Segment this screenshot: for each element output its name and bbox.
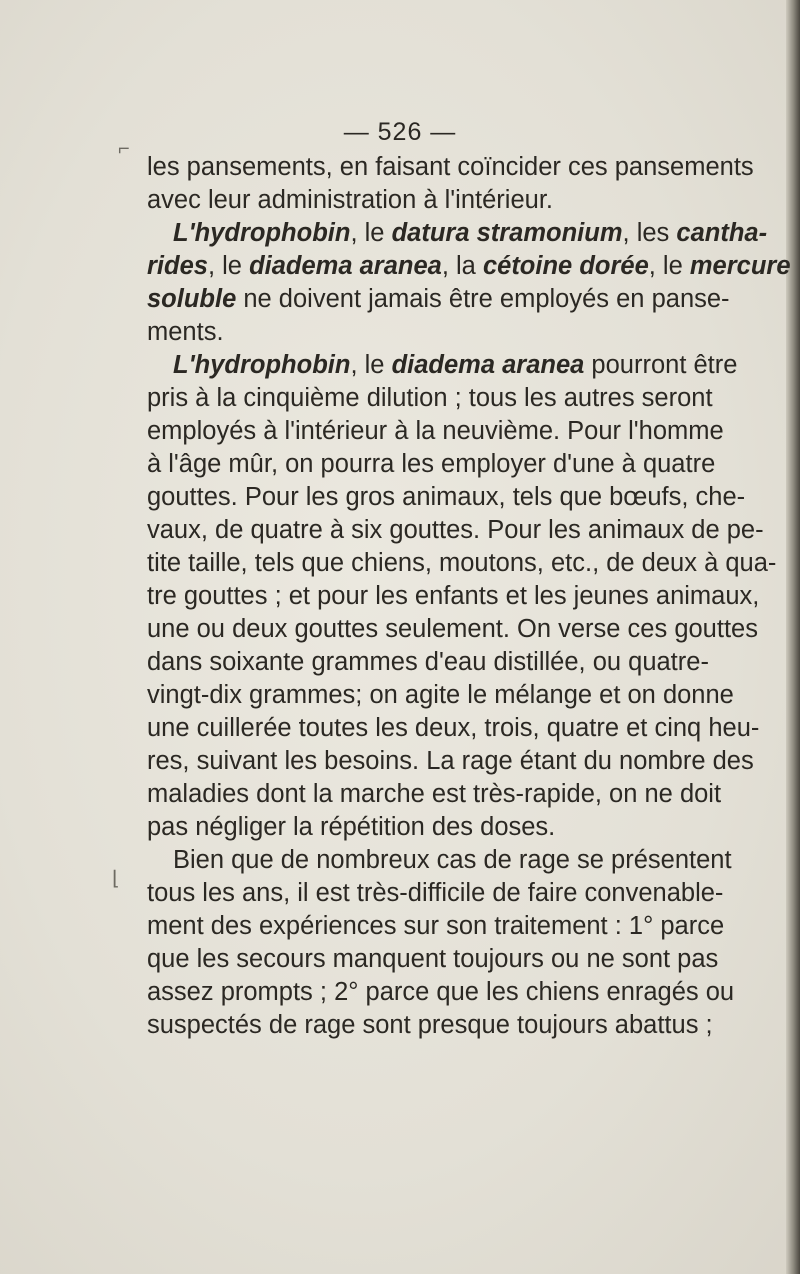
text-line	[147, 151, 754, 184]
text-segment: maladies dont la marche est très-rapide, on ne doit	[147, 780, 722, 808]
margin-mark: ⌊	[112, 868, 120, 890]
text-segment: une cuillerée toutes les deux, trois, quatre et cinq heu-	[147, 714, 760, 742]
italic-term: datura stramonium	[391, 219, 623, 247]
text-segment: pas négliger la répétition des doses.	[147, 813, 556, 841]
text-line	[147, 910, 725, 943]
page-binding-shadow	[786, 0, 800, 1274]
italic-term: rides	[147, 252, 208, 280]
italic-term: L'	[173, 351, 195, 379]
text-line	[147, 613, 758, 646]
page-number: — 526 —	[343, 118, 457, 146]
text-line	[147, 481, 746, 514]
text-segment: employés à l'intérieur à la neuvième. Pour l'homme	[147, 417, 724, 445]
text-segment: avec leur administration à l'intérieur.	[147, 186, 553, 214]
text-line	[147, 580, 760, 613]
text-line	[147, 844, 732, 877]
text-segment: , le	[648, 252, 690, 280]
text-segment: Bien que de nombreux cas de rage se présentent	[173, 846, 732, 874]
text-segment: assez prompts ; 2° parce que les chiens enragés ou	[147, 978, 735, 1006]
text-segment: vaux, de quatre à six gouttes. Pour les animaux de pe-	[147, 516, 764, 544]
text-line	[147, 382, 713, 415]
text-segment: , les	[622, 219, 677, 247]
text-line	[147, 283, 730, 316]
text-segment: tite taille, tels que chiens, moutons, etc., de deux à qua-	[147, 549, 777, 577]
italic-term: L'	[173, 219, 195, 247]
text-segment: , le	[350, 351, 392, 379]
italic-term: diadema aranea	[249, 252, 442, 280]
text-line	[147, 514, 764, 547]
italic-term: hydrophobin	[194, 351, 351, 379]
body-text	[147, 151, 791, 1042]
text-segment: tre gouttes ; et pour les enfants et les jeunes animaux,	[147, 582, 760, 610]
text-segment: une ou deux gouttes seulement. On verse ces gouttes	[147, 615, 758, 643]
text-line	[147, 778, 722, 811]
text-line	[147, 943, 719, 976]
text-line	[147, 250, 791, 283]
text-line	[147, 745, 754, 778]
text-segment: tous les ans, il est très-difficile de faire convenable-	[147, 879, 724, 907]
text-segment: que les secours manquent toujours ou ne sont pas	[147, 945, 719, 973]
text-line	[147, 1009, 713, 1042]
text-line	[147, 976, 735, 1009]
text-line	[147, 184, 703, 217]
text-segment: vingt-dix grammes; on agite le mélange et on donne	[147, 681, 734, 709]
text-segment: suspectés de rage sont presque toujours abattus ;	[147, 1011, 713, 1039]
text-segment: gouttes. Pour les gros animaux, tels que bœufs, che-	[147, 483, 746, 511]
italic-term: cétoine dorée	[482, 252, 649, 280]
text-line	[147, 712, 760, 745]
text-segment: , le	[207, 252, 250, 280]
text-line	[147, 679, 734, 712]
text-segment: pris à la cinquième dilution ; tous les autres seront	[147, 384, 713, 412]
text-line	[147, 448, 716, 481]
text-line	[147, 415, 724, 448]
text-line	[147, 547, 777, 580]
text-line	[147, 646, 709, 679]
text-segment: ment des expériences sur son traitement : 1° parce	[147, 912, 725, 940]
text-line	[147, 349, 738, 382]
text-segment: dans soixante grammes d'eau distillée, ou quatre-	[147, 648, 709, 676]
text-line	[147, 316, 703, 349]
text-segment: à l'âge mûr, on pourra les employer d'une à quatre	[147, 450, 716, 478]
text-segment: les pansements, en faisant coïncider ces pansements	[147, 153, 754, 181]
margin-mark: ⌐	[118, 138, 130, 160]
text-segment: ne doivent jamais être employés en panse-	[236, 285, 730, 313]
italic-term: diadema aranea	[391, 351, 585, 379]
text-segment: , le	[350, 219, 392, 247]
text-line	[147, 217, 768, 250]
text-segment: pourront être	[584, 351, 738, 379]
text-line	[147, 877, 724, 910]
text-segment: res, suivant les besoins. La rage étant du nombre des	[147, 747, 754, 775]
italic-term: soluble	[147, 285, 237, 313]
italic-term: hydrophobin	[194, 219, 351, 247]
italic-term: mercure	[689, 252, 791, 280]
text-segment: ments.	[147, 318, 224, 346]
italic-term: cantha-	[676, 219, 768, 247]
text-segment: , la	[441, 252, 483, 280]
text-line	[147, 811, 703, 844]
